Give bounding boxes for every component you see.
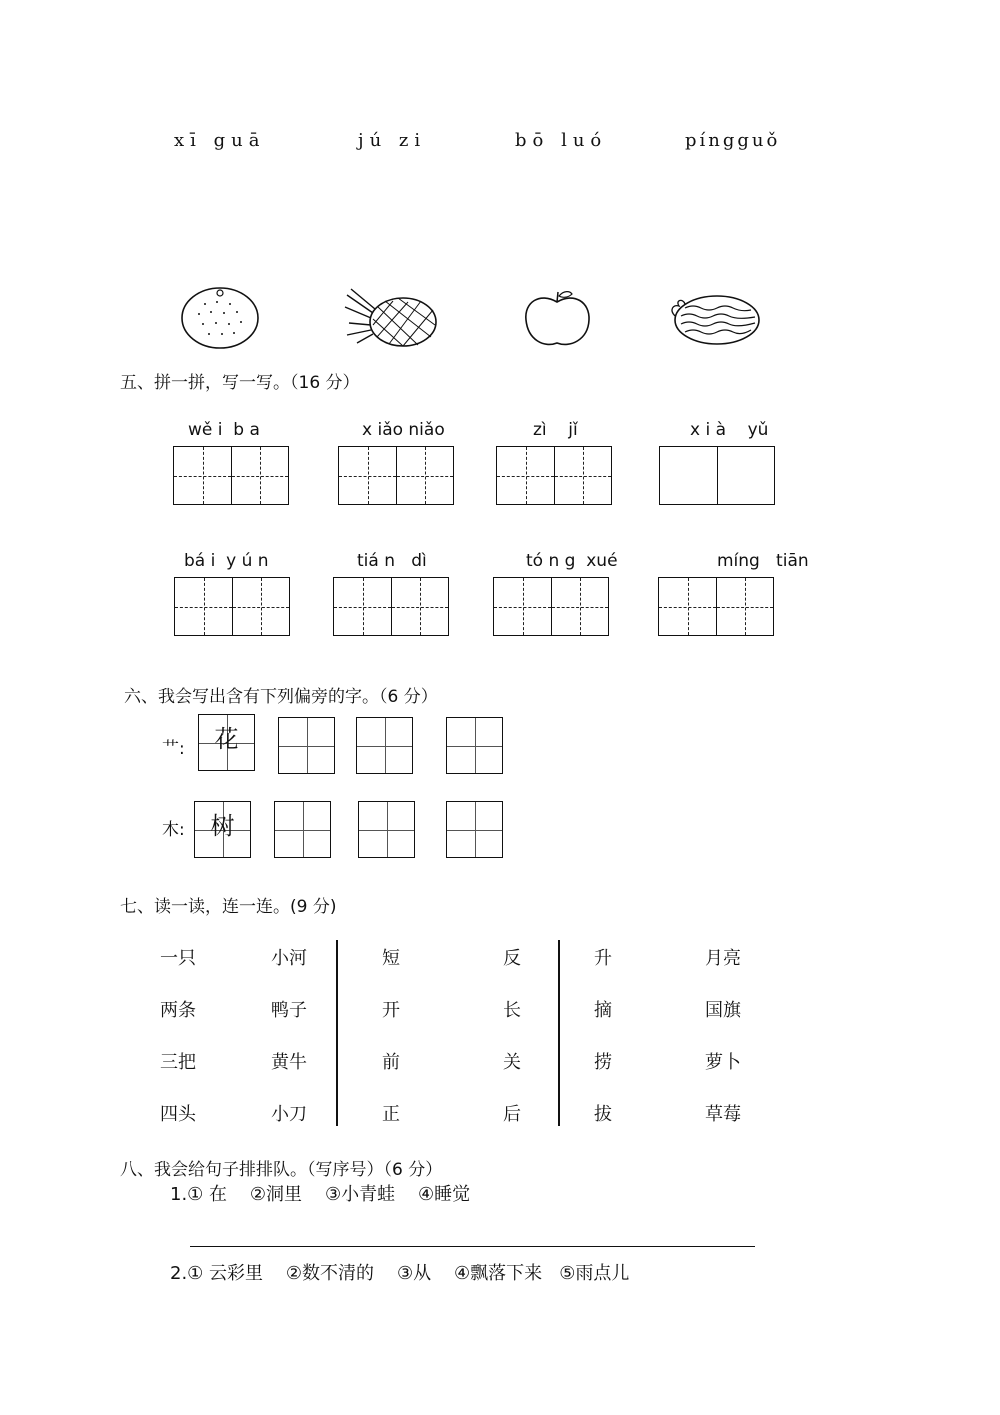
char-box[interactable] (446, 801, 503, 858)
char-box[interactable] (356, 717, 413, 774)
match-word[interactable]: 月亮 (705, 948, 741, 969)
pineapple-icon (343, 285, 443, 350)
pinyin-weiba: wě i b a (188, 420, 260, 440)
match-word[interactable]: 开 (382, 1000, 400, 1021)
match-word[interactable]: 反 (503, 948, 521, 969)
pinyin-boluo: bō luó (515, 130, 608, 151)
section6-title: 六、我会写出含有下列偏旁的字。（6 分） (124, 687, 438, 707)
example-char-hua: 花 (214, 725, 239, 753)
match-word[interactable]: 小刀 (271, 1104, 307, 1125)
pinyin-xiayu: x i à yǔ (690, 420, 769, 440)
section7-title: 七、读一读，连一连。(9 分) (120, 897, 337, 917)
writing-grid-tongxue[interactable] (493, 577, 609, 636)
match-word[interactable]: 后 (503, 1104, 521, 1125)
char-box-example-hua (198, 714, 255, 771)
column-divider (336, 940, 338, 1126)
match-word[interactable]: 摘 (594, 1000, 612, 1021)
writing-grid-baiyun[interactable] (174, 577, 290, 636)
section8-title: 八、我会给句子排排队。（写序号）（6 分） (120, 1160, 443, 1180)
pinyin-tongxue: tó n g xué (526, 551, 618, 571)
match-word[interactable]: 小河 (271, 948, 307, 969)
section5-title: 五、拼一拼，写一写。（16 分） (120, 373, 360, 393)
match-word[interactable]: 拔 (594, 1104, 612, 1125)
watermelon-icon (665, 290, 765, 348)
match-word[interactable]: 三把 (160, 1052, 196, 1073)
match-word[interactable]: 一只 (160, 948, 196, 969)
match-word[interactable]: 短 (382, 948, 400, 969)
apple-icon (520, 288, 595, 350)
pinyin-tiandi: tiá n dì (357, 551, 427, 571)
match-word[interactable]: 四头 (160, 1104, 196, 1125)
char-box[interactable] (358, 801, 415, 858)
match-word[interactable]: 两条 (160, 1000, 196, 1021)
answer-line[interactable] (190, 1246, 755, 1247)
pinyin-juzi: jú zi (358, 130, 427, 151)
example-char-shu: 树 (210, 812, 235, 840)
radical-cao: 艹: (162, 739, 185, 759)
column-divider (558, 940, 560, 1126)
pinyin-mingtian: míng tiān (717, 551, 809, 571)
writing-grid-weiba[interactable] (173, 446, 289, 505)
match-word[interactable]: 萝卜 (705, 1052, 741, 1073)
char-box[interactable] (274, 801, 331, 858)
match-word[interactable]: 关 (503, 1052, 521, 1073)
writing-grid-ziji[interactable] (496, 446, 612, 505)
match-word[interactable]: 黄牛 (271, 1052, 307, 1073)
orange-icon (175, 282, 265, 352)
match-word[interactable]: 长 (503, 1000, 521, 1021)
match-word[interactable]: 捞 (594, 1052, 612, 1073)
writing-grid-xiayu[interactable] (659, 446, 775, 505)
match-word[interactable]: 草莓 (705, 1104, 741, 1125)
pinyin-xiaoniao: x iǎo niǎo (362, 420, 445, 440)
match-word[interactable]: 前 (382, 1052, 400, 1073)
match-word[interactable]: 升 (594, 948, 612, 969)
pinyin-baiyun: bá i y ú n (184, 551, 269, 571)
pinyin-pingguo: píngguǒ (685, 130, 781, 151)
writing-grid-mingtian[interactable] (658, 577, 774, 636)
writing-grid-xiaoniao[interactable] (338, 446, 454, 505)
sentence-q1: 1.① 在 ②洞里 ③小青蛙 ④睡觉 (170, 1184, 471, 1205)
sentence-q2: 2.① 云彩里 ②数不清的 ③从 ④飘落下来 ⑤雨点儿 (170, 1263, 630, 1284)
char-box[interactable] (446, 717, 503, 774)
char-box-example-shu (194, 801, 251, 858)
radical-mu: 木: (162, 820, 185, 840)
writing-grid-tiandi[interactable] (333, 577, 449, 636)
pinyin-ziji: zì jǐ (533, 420, 578, 440)
match-word[interactable]: 正 (382, 1104, 400, 1125)
char-box[interactable] (278, 717, 335, 774)
match-word[interactable]: 国旗 (705, 1000, 741, 1021)
pinyin-xigua: xī guā (174, 130, 266, 151)
match-word[interactable]: 鸭子 (271, 1000, 307, 1021)
